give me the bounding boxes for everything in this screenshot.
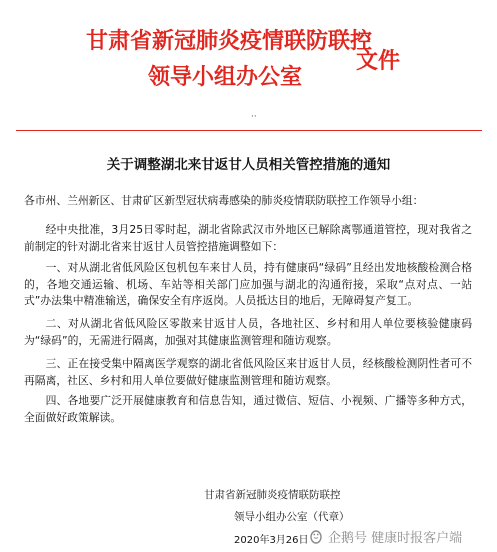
addressee: 各市州、兰州新区、甘肃矿区新型冠状病毒感染的肺炎疫情联防联控工作领导小组： — [24, 194, 424, 207]
paragraph-1: 一、对从湖北省低风险区包机包车来甘人员，持有健康码“绿码”且经出发地核酸检测合格的，各地交通运输、机场、车站等相关部门应加强与湖北的沟通衔接，采取“点对点、一站式”办法集中精准输送，确保安全有序返岗。人员抵达目的地后，无障碍复产复工。 — [24, 261, 472, 307]
signature-office: 领导小组办公室（代章） — [234, 511, 350, 523]
issuer-suffix: 文件 — [356, 48, 401, 74]
watermark-text: 企鹅号 健康时报客户端 — [328, 530, 463, 546]
paragraph-2: 二、对从湖北省低风险区零散来甘返甘人员，各地社区、乡村和用人单位要核验健康码为“绿码”的，无需进行隔离，加强对其健康监测管理和随访观察。 — [24, 317, 472, 347]
paragraph-4: 四、各地要广泛开展健康教育和信息告知，通过微信、短信、小视频、广播等多种方式，全面做好政策解读。 — [24, 394, 472, 424]
watermark — [308, 524, 462, 548]
signature-date: 2020年3月26日 — [234, 535, 309, 546]
document-header — [0, 20, 497, 90]
document-number: ·· — [251, 112, 257, 122]
penguin-icon — [308, 528, 324, 544]
red-divider — [16, 130, 482, 131]
paragraph-3: 三、正在接受集中隔离医学观察的湖北省低风险区来甘返甘人员，经核酸检测阴性者可不再隔离，社区、乡村和用人单位要做好健康监测管理和随访观察。 — [24, 357, 472, 387]
issuer-line-2: 领导小组办公室 — [148, 64, 303, 90]
document-title: 关于调整湖北来甘返甘人员相关管控措施的通知 — [106, 157, 391, 173]
paragraph-intro: 经中央批准，3月25日零时起，湖北省除武汉市外地区已解除离鄂通道管控，现对我省之前制定的针对湖北省来甘返甘人员管控措施调整如下： — [24, 223, 472, 253]
issuer-line-1: 甘肃省新冠肺炎疫情联防联控 — [86, 28, 373, 54]
signature-issuer: 甘肃省新冠肺炎疫情联防联控 — [204, 489, 341, 501]
